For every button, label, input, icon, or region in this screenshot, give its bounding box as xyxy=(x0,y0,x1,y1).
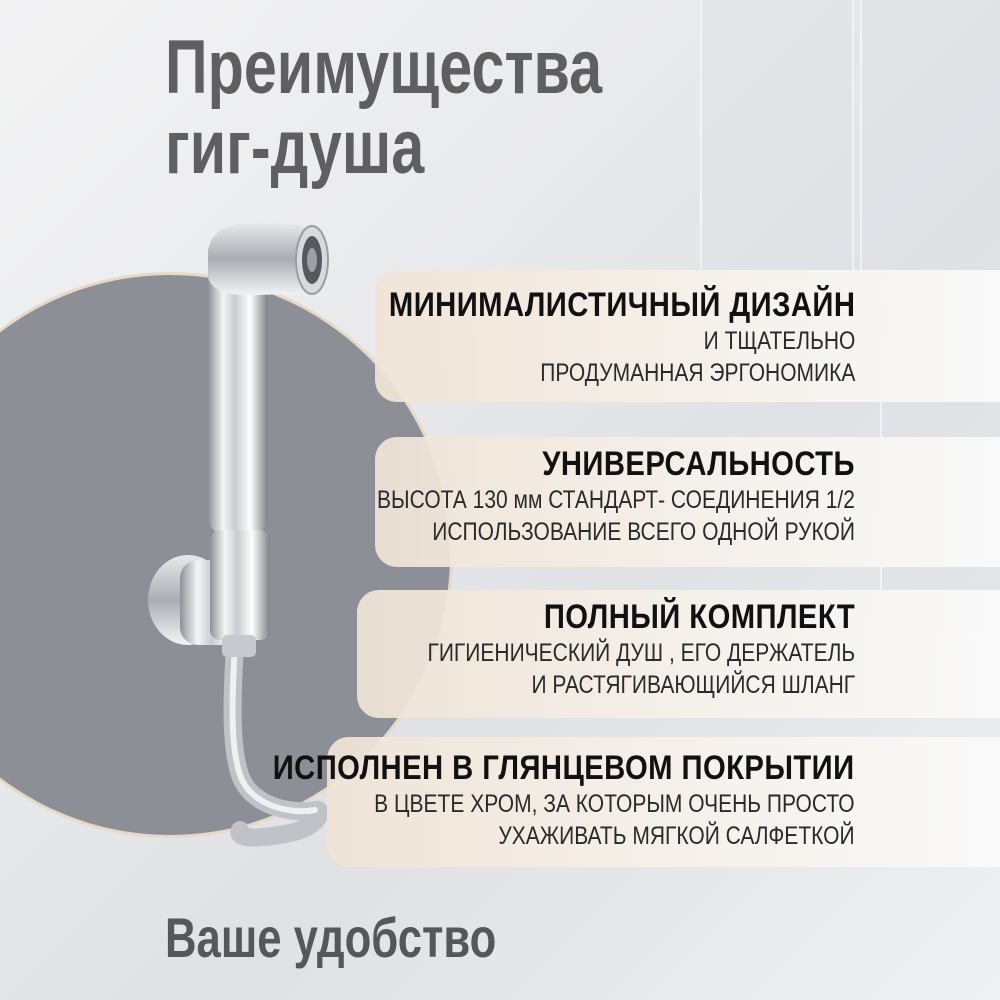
feature-card-gloss-finish xyxy=(273,737,1000,867)
feature-description-line: ПРОДУМАННАЯ ЭРГОНОМИКА xyxy=(539,359,855,387)
feature-card-universality xyxy=(375,437,1000,567)
feature-description-line: И РАСТЯГИВАЮЩИЙСЯ ШЛАНГ xyxy=(531,671,855,699)
wall-panel xyxy=(700,0,854,284)
feature-description-line: ИСПОЛЬЗОВАНИЕ ВСЕГО ОДНОЙ РУКОЙ xyxy=(432,518,855,546)
page-title-line-1: Преимущества xyxy=(165,25,603,110)
feature-card-full-set xyxy=(357,590,1000,718)
feature-description-line: В ЦВЕТЕ ХРОМ, ЗА КОТОРЫМ ОЧЕНЬ ПРОСТО xyxy=(374,790,855,818)
feature-title: ПОЛНЫЙ КОМПЛЕКТ xyxy=(543,598,855,636)
feature-description-line: УХАЖИВАТЬ МЯГКОЙ САЛФЕТКОЙ xyxy=(498,822,855,850)
feature-title: МИНИМАЛИСТИЧНЫЙ ДИЗАЙН xyxy=(388,286,855,324)
footer-slogan: Ваше удобство xyxy=(165,906,497,969)
feature-title: УНИВЕРСАЛЬНОСТЬ xyxy=(542,445,855,483)
feature-description-line: ГИГИЕНИЧЕСКИЙ ДУШ , ЕГО ДЕРЖАТЕЛЬ xyxy=(427,639,855,667)
page-title-line-2: гиг-душа xyxy=(165,105,425,190)
feature-title: ИСПОЛНЕН В ГЛЯНЦЕВОМ ПОКРЫТИИ xyxy=(273,749,855,787)
wall-panel xyxy=(860,0,1000,284)
feature-description-line: ВЫСОТА 130 мм СТАНДАРТ- СОЕДИНЕНИЯ 1/2 xyxy=(377,486,855,514)
feature-description-line: И ТЩАТЕЛЬНО xyxy=(703,327,855,355)
feature-card-design xyxy=(375,270,1000,402)
